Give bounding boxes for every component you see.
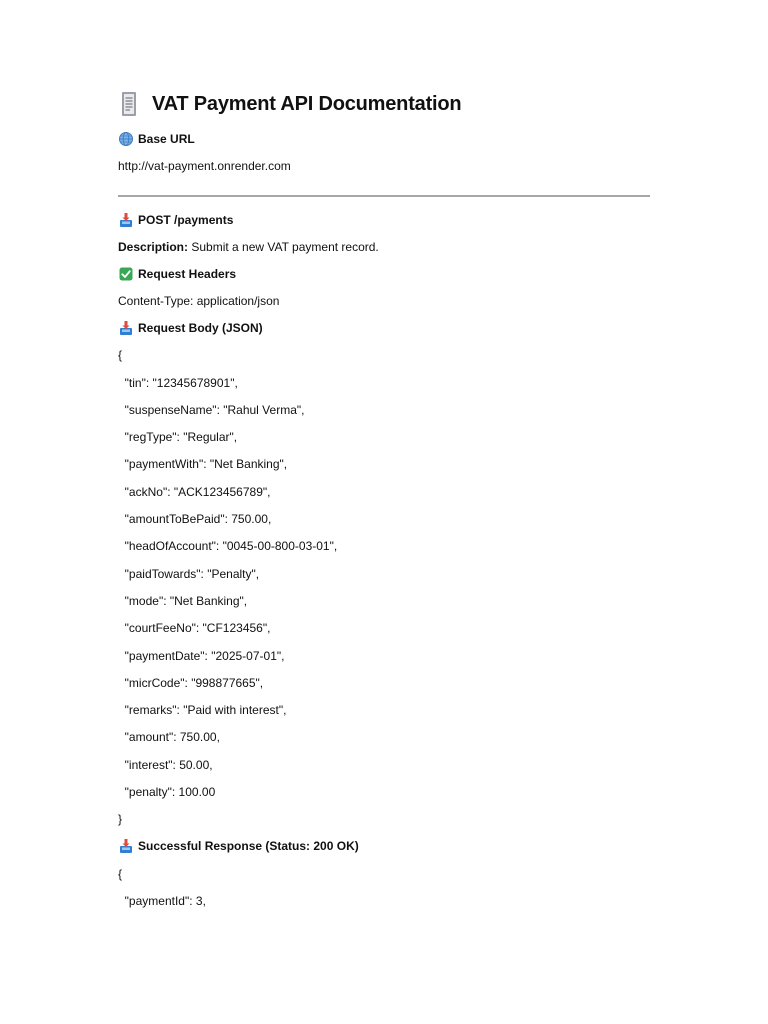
description-text: Submit a new VAT payment record.	[188, 240, 379, 254]
base-url-text: http://vat-payment.onrender.com	[118, 159, 291, 173]
code-line: "suspenseName": "Rahul Verma",	[118, 402, 305, 417]
code-line: "ackNo": "ACK123456789",	[118, 484, 271, 499]
code-line: "interest": 50.00,	[118, 757, 213, 772]
base-url-heading: Base URL	[138, 132, 195, 146]
code-line: "amount": 750.00,	[118, 730, 220, 745]
title-row	[118, 88, 650, 120]
code-line: "tin": "12345678901",	[118, 375, 238, 390]
response-heading-row	[118, 838, 650, 854]
code-line: "paymentWith": "Net Banking",	[118, 457, 288, 472]
inbox-tray-icon	[118, 212, 134, 228]
response-heading: Successful Response (Status: 200 OK)	[138, 839, 359, 854]
request-headers-heading-row	[118, 266, 650, 282]
description-line	[118, 239, 650, 255]
request-body-heading-row	[118, 320, 650, 336]
code-line: "paymentId": 3,	[118, 893, 206, 908]
request-headers-heading: Request Headers	[138, 267, 237, 281]
code-line: "paymentDate": "2025-07-01",	[118, 648, 285, 663]
request-body-heading: Request Body (JSON)	[138, 321, 263, 335]
response-code	[118, 866, 650, 909]
inbox-tray-icon	[118, 320, 134, 336]
globe-icon	[118, 131, 134, 147]
code-line: "remarks": "Paid with interest",	[118, 703, 287, 718]
check-mark-icon	[118, 266, 134, 282]
page-title: VAT Payment API Documentation	[152, 92, 462, 115]
document-page	[118, 88, 650, 909]
code-line: "courtFeeNo": "CF123456",	[118, 621, 271, 636]
request-body-code	[118, 347, 650, 827]
code-line: "amountToBePaid": 750.00,	[118, 512, 272, 527]
code-line: {	[118, 866, 123, 881]
section-divider	[118, 195, 650, 197]
base-url-heading-row	[118, 131, 650, 147]
endpoint-heading-row	[118, 212, 650, 228]
code-line: "mode": "Net Banking",	[118, 593, 248, 608]
content-type-text: Content-Type: application/json	[118, 294, 280, 308]
inbox-tray-icon	[118, 838, 134, 854]
description-label: Description:	[118, 240, 189, 254]
code-line: "penalty": 100.00	[118, 785, 216, 800]
document-icon	[118, 91, 140, 117]
endpoint-heading: POST /payments	[138, 213, 234, 227]
code-line: "micrCode": "998877665",	[118, 675, 264, 690]
code-line: "regType": "Regular",	[118, 430, 238, 445]
code-line: }	[118, 812, 123, 827]
code-line: {	[118, 348, 123, 363]
code-line: "headOfAccount": "0045-00-800-03-01",	[118, 539, 338, 554]
code-line: "paidTowards": "Penalty",	[118, 566, 260, 581]
